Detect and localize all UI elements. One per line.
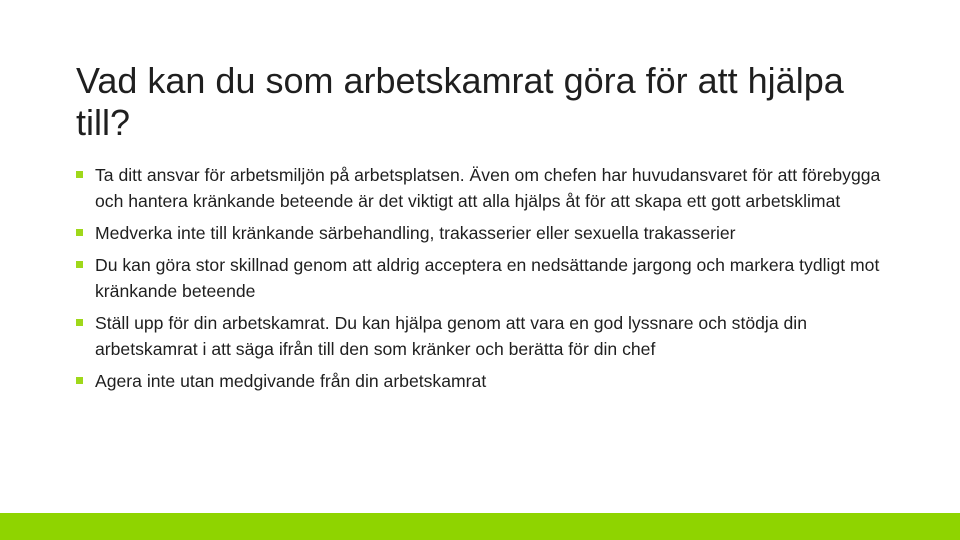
bullet-text: Medverka inte till kränkande särbehandling, trakasserier eller sexuella trakasserier (95, 223, 736, 243)
square-bullet-icon (76, 377, 83, 384)
square-bullet-icon (76, 229, 83, 236)
footer-accent-bar (0, 513, 960, 540)
bullet-text: Ta ditt ansvar för arbetsmiljön på arbetsplatsen. Även om chefen har huvudansvaret för att förebygga och hantera kränkande beteende är det viktigt att alla hjälps åt för att skapa ett gott arbetsklimat (95, 165, 881, 211)
bullet-item (76, 162, 896, 214)
bullet-text: Ställ upp för din arbetskamrat. Du kan hjälpa genom att vara en god lyssnare och stödja din arbetskamrat i att säga ifrån till den som kränker och berätta för din chef (95, 313, 807, 359)
bullet-item (76, 368, 896, 394)
bullet-text: Du kan göra stor skillnad genom att aldrig acceptera en nedsättande jargong och markera tydligt mot kränkande beteende (95, 255, 880, 301)
square-bullet-icon (76, 171, 83, 178)
bullet-item (76, 252, 896, 304)
square-bullet-icon (76, 319, 83, 326)
bullet-item (76, 310, 896, 362)
bullet-item (76, 220, 896, 246)
square-bullet-icon (76, 261, 83, 268)
bullet-text: Agera inte utan medgivande från din arbetskamrat (95, 371, 487, 391)
slide-title: Vad kan du som arbetskamrat göra för att hjälpa till? (76, 60, 844, 143)
bullet-list (76, 162, 896, 400)
